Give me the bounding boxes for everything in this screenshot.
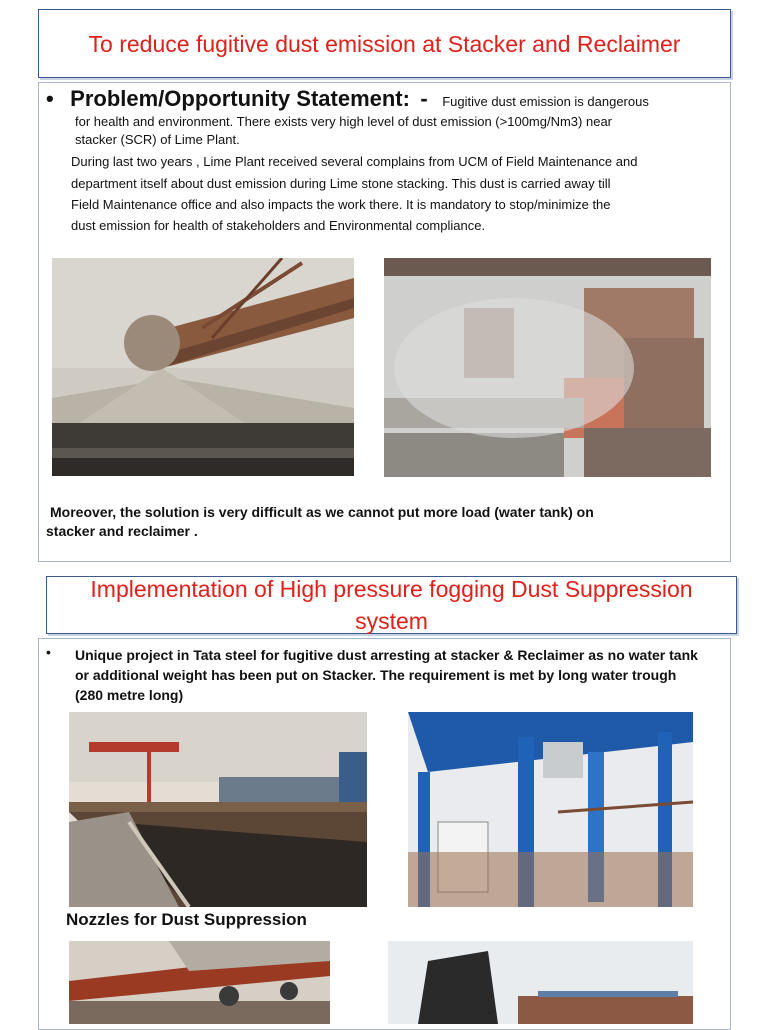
- problem-line-5: Field Maintenance office and also impacts the work there. It is mandatory to stop/minimize the: [71, 197, 611, 212]
- nozzle-photo-right: [388, 941, 693, 1024]
- problem-line-6: dust emission for health of stakeholders and Environmental compliance.: [71, 218, 486, 233]
- section2-title-box: [46, 576, 737, 634]
- implementation-line-0: Unique project in Tata steel for fugitive dust arresting at stacker & Reclaimer as no water tank: [75, 647, 698, 663]
- implementation-line-1: or additional weight has been put on Stacker. The requirement is met by long water trough: [75, 667, 677, 683]
- water-trough-photo: [69, 712, 367, 907]
- nozzle-photo-left: [69, 941, 330, 1024]
- problem-statement-heading-row: [46, 86, 726, 116]
- problem-line-4: department itself about dust emission during Lime stone stacking. This dust is carried away till: [71, 176, 611, 191]
- fogging-pump-station-photo: [408, 712, 693, 907]
- bullet-dot: •: [46, 86, 54, 111]
- section1-title-box: [38, 9, 731, 78]
- problem-line-1: for health and environment. There exists very high level of dust emission (>100mg/Nm3) near: [75, 114, 612, 129]
- problem-line-3: During last two years , Lime Plant received several complains from UCM of Field Maintenance and: [71, 154, 638, 169]
- implementation-line-2: (280 metre long): [75, 687, 184, 703]
- reclaimer-dust-photo: [384, 258, 711, 477]
- problem-line-0: Fugitive dust emission is dangerous: [442, 94, 649, 109]
- stacker-dust-photo: [52, 258, 354, 476]
- section2-title: Implementation of High pressure fogging Dust Suppression system: [90, 576, 693, 634]
- section1-title: To reduce fugitive dust emission at Stacker and Reclaimer: [88, 30, 681, 57]
- problem-heading-dash: -: [420, 86, 428, 111]
- implementation-bullet: •: [46, 644, 51, 660]
- problem-heading: Problem/Opportunity Statement:: [70, 86, 410, 111]
- note-line-2: stacker and reclaimer .: [46, 523, 198, 539]
- note-line-1: Moreover, the solution is very difficult as we cannot put more load (water tank) on: [50, 504, 594, 520]
- nozzles-caption: Nozzles for Dust Suppression: [66, 910, 307, 929]
- problem-line-2: stacker (SCR) of Lime Plant.: [75, 132, 240, 147]
